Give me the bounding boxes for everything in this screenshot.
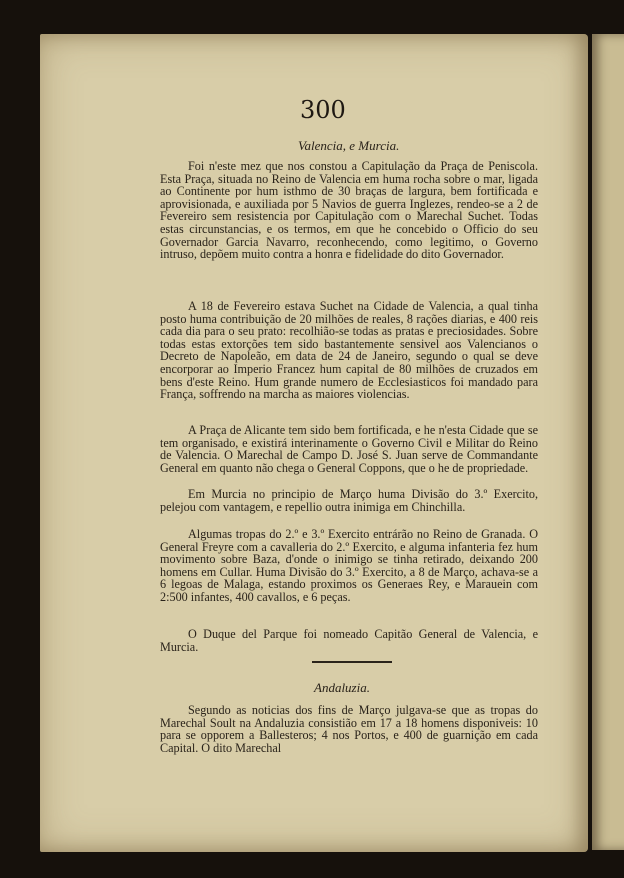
adjacent-page-edge [592,34,624,850]
paragraph-text: A 18 de Fevereiro estava Suchet na Cidade de Valencia, a qual tinha posto huma contribuição de 20 milhões de reales, 8 rações diarias, e 400 reis cada dia para o seu prato: recolhião-se todas as pratas e preciosidades. Sobre todas estas extorções tem sido bastantemente sensivel aos Valencianos o Decreto de Napoleão, em data de 24 de Janeiro, segundo o qual se deve encorporar ao Imperio Francez hum capital de 80 milhões de cruzados em bens d'este Reino. Hum grande numero de Ecclesiasticos foi mandado para França, soffrendo na marcha as maiores violencias. [160,299,538,402]
paragraph-text: Em Murcia no principio de Março huma Divisão do 3.º Exercito, pelejou com vantagem, e repellio outra inimiga em Chinchilla. [160,487,538,514]
paragraph-duque-del-parque [160,628,538,653]
paragraph-text: Foi n'este mez que nos constou a Capitulação da Praça de Peniscola. Esta Praça, situada no Reino de Valencia em huma rocha sobre o mar, ligada ao Continente por hum isthmo de 30 braças de largura, bem fortificada e aprovisionada, e auxiliada por 5 Navios de guerra Inglezes, rendeo-se a 2 de Fevereiro sem resistencia por Capitulação com o Marechal Suchet. Todas estas circunstancias, e os termos, em que he concebido o Officio do seu Governador Garcia Navarro, reconhecendo, como legitimo, o Governo intruso, depõem muito contra a honra e fidelidade do dito Governador. [160,159,538,262]
page-number: 300 [300,96,346,124]
paragraph-granada [160,528,538,604]
paragraph-text: Segundo as noticias dos fins de Março julgava-se que as tropas do Marechal Soult na Andaluzia consistião em 17 a 18 homens disponiveis: 10 para se opporem a Ballesteros; 4 nos Portos, e 400 de guarnição em cada Capital. O dito Marechal [160,703,538,755]
paragraph-murcia [160,488,538,513]
paragraph-suchet-valencia [160,300,538,401]
paragraph-text: Algumas tropas do 2.º e 3.º Exercito entrárão no Reino de Granada. O General Freyre com a cavalleria do 2.º Exercito, e alguma infanteria fez hum movimento sobre Baza, d'onde o inimigo se tinha retirado, deixando 200 homens em Cullar. Huma Divisão do 3.º Exercito, a 8 de Março, achava-se a 6 legoas de Malaga, estando proximos os Generaes Rey, e Marauein com 2:500 infantes, 400 cavallos, e 6 peças. [160,527,538,604]
paragraph-text: O Duque del Parque foi nomeado Capitão General de Valencia, e Murcia. [160,627,538,654]
paragraph-peniscola [160,160,538,261]
paragraph-alicante [160,424,538,474]
section-heading-valencia: Valencia, e Murcia. [298,138,400,153]
section-divider [312,661,392,663]
paragraph-text: A Praça de Alicante tem sido bem fortificada, e he n'esta Cidade que se tem organisado, e existirá interinamente o Governo Civil e Militar do Reino de Valencia. O Marechal de Campo D. José S. Juan serve de Commandante General em quanto não chega o General Coppons, que o he de propriedade. [160,423,538,475]
section-heading-andaluzia: Andaluzia. [314,680,370,695]
paragraph-soult-andaluzia [160,704,538,754]
